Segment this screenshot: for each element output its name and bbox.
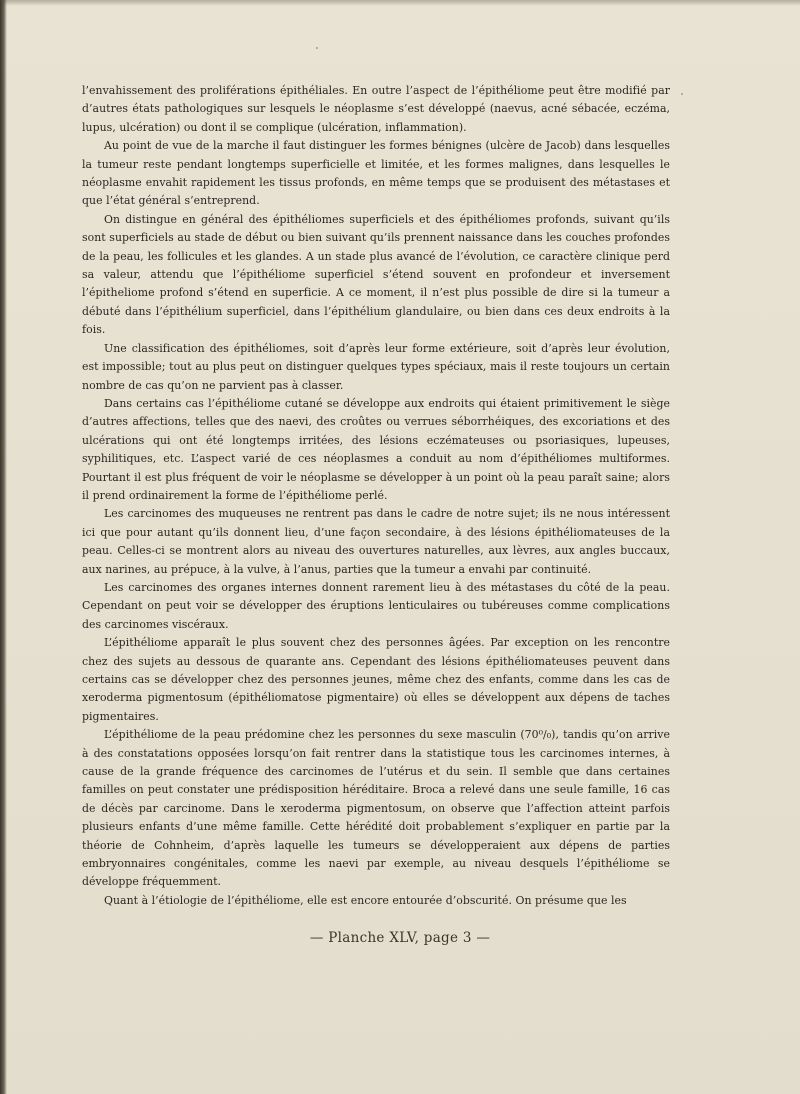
paragraph: Une classification des épithéliomes, soit d’après leur forme extérieure, soit d’après leur évolution, est impossible; tout au plus peut on distinguer quelques types spéciaux, mais il reste toujours un certain nombre de cas qu’on ne parvient pas à classer.	[82, 341, 670, 392]
page-top-shadow	[0, 0, 800, 6]
paper-speck	[316, 47, 318, 49]
paragraph: Dans certains cas l’épithéliome cutané se développe aux endroits qui étaient primitivement le siège d’autres affections, telles que des naevi, des croûtes ou verrues séborrhéiques, des excoriations et des ulcérations qui ont été longtemps irritées, des lésions eczémateuses ou psoriasiques, lupeuses, syphilitiques, etc. L’aspect varié de ces néoplasmes a conduit au nom d’épithéliomes multiformes. Pourtant il est plus fréquent de voir le néoplasme se développer à un point où la peau paraît saine; alors il prend ordinairement la forme de l’épithéliome perlé.	[82, 396, 670, 502]
paragraph: L’épithéliome de la peau prédomine chez les personnes du sexe masculin (70⁰/₀), tandis qu’on arrive à des constatations opposées lorsqu’on fait rentrer dans la statistique tous les carcinomes internes, à cause de la grande fréquence des carcinomes de l’utérus et du sein. Il semble que dans certaines familles on peut constater une prédisposition héréditaire. Broca a relevé dans une seule famille, 16 cas de décès par carcinome. Dans le xeroderma pigmentosum, on observe que l’affection atteint parfois plusieurs enfants d’une même famille. Cette hérédité doit probablement s’expliquer en partie par la théorie de Cohnheim, d’après laquelle les tumeurs se développeraient aux dépens de parties embryonnaires congénitales, comme les naevi par exemple, au niveau desquels l’épithéliome se développe fréquemment.	[82, 728, 670, 889]
paragraph: Au point de vue de la marche il faut distinguer les formes bénignes (ulcère de Jacob) dans lesquelles la tumeur reste pendant longtemps superficielle et limitée, et les formes malignes, dans lesquelles le néoplasme envahit rapidement les tissus profonds, en même temps que se produisent des métastases et que l’état général s’entreprend.	[82, 139, 670, 208]
page-footer: — Planche XLV, page 3 —	[309, 930, 491, 946]
paper-speck	[681, 93, 683, 95]
paragraph: On distingue en général des épithéliomes superficiels et des épithéliomes profonds, suivant qu’ils sont superficiels au stade de début ou bien suivant qu’ils prennent naissance dans les couches profondes de la peau, les follicules et les glandes. A un stade plus avancé de l’évolution, ce caractère clinique perd sa valeur, attendu que l’épithéliome superficiel s’étend souvent en profondeur et inversement l’épitheliome profond s’étend en superficie. A ce moment, il n’est plus possible de dire si la tumeur a débuté dans l’épithélium superficiel, dans l’épithélium glandulaire, ou bien dans ces deux endroits à la fois.	[82, 212, 670, 337]
paragraph: Quant à l’étiologie de l’épithéliome, elle est encore entourée d’obscurité. On présume que les	[104, 893, 627, 907]
body-text	[82, 82, 670, 910]
paragraph: L’épithéliome apparaît le plus souvent chez des personnes âgées. Par exception on les rencontre chez des sujets au dessous de quarante ans. Cependant des lésions épithéliomateuses peuvent dans certains cas se développer chez des personnes jeunes, même chez des enfants, comme dans les cas de xeroderma pigmentosum (épithéliomatose pigmentaire) où elles se développent aux dépens de taches pigmentaires.	[82, 636, 670, 723]
paragraph: Les carcinomes des muqueuses ne rentrent pas dans le cadre de notre sujet; ils ne nous intéressent ici que pour autant qu’ils donnent lieu, d’une façon secondaire, à des lésions épithéliomateuses de la peau. Celles-ci se montrent alors au niveau des ouvertures naturelles, aux lèvres, aux angles buccaux, aux narines, au prépuce, à la vulve, à l’anus, parties que la tumeur a envahi par continuité.	[82, 507, 670, 576]
paragraph: Les carcinomes des organes internes donnent rarement lieu à des métastases du côté de la peau. Cependant on peut voir se développer des éruptions lenticulaires ou tubéreuses comme complications des carcinomes viscéraux.	[82, 580, 670, 631]
paragraph: l’envahissement des proliférations épithéliales. En outre l’aspect de l’épithéliome peut être modifié par d’autres états pathologiques sur lesquels le néoplasme s’est développé (naevus, acné sébacée, eczéma, lupus, ulcération) ou dont il se complique (ulcération, inflammation).	[82, 84, 670, 134]
